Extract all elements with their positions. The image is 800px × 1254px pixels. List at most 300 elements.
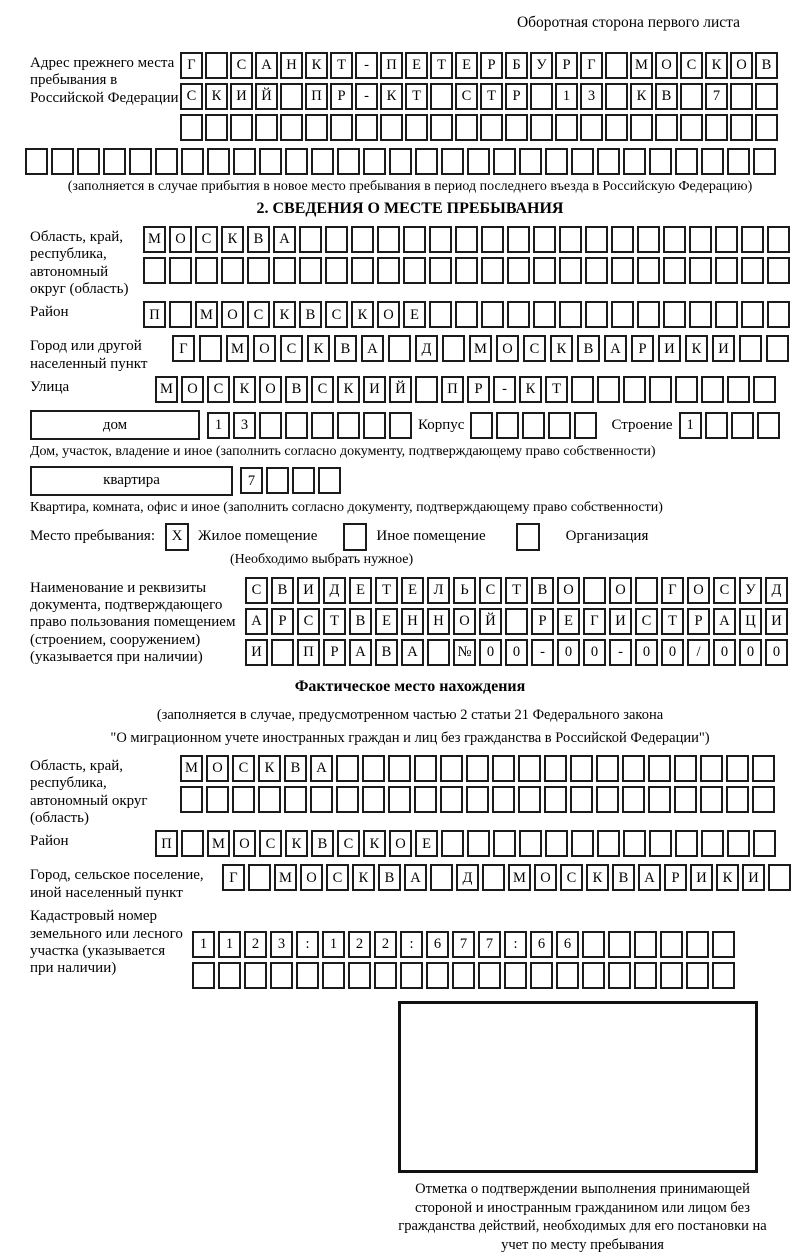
char-cell[interactable]: 0 [739, 639, 762, 666]
char-cell[interactable] [481, 226, 504, 253]
char-cell[interactable]: Ь [453, 577, 476, 604]
char-cell[interactable]: 1 [192, 931, 215, 958]
char-cell[interactable] [492, 786, 515, 813]
char-cell[interactable]: Р [323, 639, 346, 666]
char-cell[interactable]: : [504, 931, 527, 958]
char-cell[interactable]: С [635, 608, 658, 635]
char-cell[interactable]: И [609, 608, 632, 635]
char-cell[interactable] [181, 148, 204, 175]
char-cell[interactable] [571, 148, 594, 175]
char-cell[interactable] [530, 114, 553, 141]
char-cell[interactable] [555, 114, 578, 141]
char-cell[interactable] [597, 376, 620, 403]
char-cell[interactable]: С [523, 335, 546, 362]
char-cell[interactable] [753, 148, 776, 175]
char-cell[interactable] [544, 755, 567, 782]
char-cell[interactable]: В [577, 335, 600, 362]
char-cell[interactable]: - [609, 639, 632, 666]
char-cell[interactable]: Е [349, 577, 372, 604]
char-cell[interactable]: К [630, 83, 653, 110]
char-cell[interactable] [701, 376, 724, 403]
char-cell[interactable] [726, 755, 749, 782]
char-cell[interactable] [715, 257, 738, 284]
char-cell[interactable]: 3 [233, 412, 256, 439]
char-cell[interactable]: В [755, 52, 778, 79]
char-cell[interactable] [608, 931, 631, 958]
char-cell[interactable]: С [479, 577, 502, 604]
char-cell[interactable] [660, 931, 683, 958]
char-cell[interactable] [686, 931, 709, 958]
char-cell[interactable]: К [550, 335, 573, 362]
char-cell[interactable] [519, 830, 542, 857]
char-cell[interactable]: К [337, 376, 360, 403]
char-cell[interactable]: И [297, 577, 320, 604]
char-cell[interactable]: К [380, 83, 403, 110]
char-cell[interactable]: 2 [348, 931, 371, 958]
char-cell[interactable]: К [352, 864, 375, 891]
char-cell[interactable] [336, 755, 359, 782]
char-cell[interactable] [296, 962, 319, 989]
char-cell[interactable] [726, 786, 749, 813]
char-cell[interactable]: В [299, 301, 322, 328]
char-cell[interactable] [622, 755, 645, 782]
char-cell[interactable]: К [307, 335, 330, 362]
char-cell[interactable]: - [493, 376, 516, 403]
char-cell[interactable]: Е [557, 608, 580, 635]
char-cell[interactable] [663, 301, 686, 328]
char-cell[interactable]: Н [401, 608, 424, 635]
char-cell[interactable]: О [687, 577, 710, 604]
char-cell[interactable]: С [280, 335, 303, 362]
char-cell[interactable]: Т [480, 83, 503, 110]
char-cell[interactable]: 6 [426, 931, 449, 958]
char-cell[interactable] [455, 226, 478, 253]
char-cell[interactable]: Р [664, 864, 687, 891]
char-cell[interactable]: А [401, 639, 424, 666]
char-cell[interactable] [700, 755, 723, 782]
char-cell[interactable]: К [285, 830, 308, 857]
char-cell[interactable]: П [441, 376, 464, 403]
char-cell[interactable] [635, 577, 658, 604]
char-cell[interactable]: М [180, 755, 203, 782]
char-cell[interactable] [545, 830, 568, 857]
char-cell[interactable]: 2 [244, 931, 267, 958]
char-cell[interactable] [731, 412, 754, 439]
char-cell[interactable]: В [284, 755, 307, 782]
char-cell[interactable]: М [143, 226, 166, 253]
char-cell[interactable] [741, 226, 764, 253]
char-cell[interactable] [559, 301, 582, 328]
char-cell[interactable] [192, 962, 215, 989]
char-cell[interactable]: 1 [679, 412, 702, 439]
char-cell[interactable]: В [531, 577, 554, 604]
char-cell[interactable]: Г [583, 608, 606, 635]
char-cell[interactable] [280, 114, 303, 141]
char-cell[interactable] [727, 830, 750, 857]
char-cell[interactable]: Т [661, 608, 684, 635]
char-cell[interactable]: 1 [322, 931, 345, 958]
char-cell[interactable]: А [361, 335, 384, 362]
char-cell[interactable]: 7 [705, 83, 728, 110]
char-cell[interactable] [767, 257, 790, 284]
char-cell[interactable]: / [687, 639, 710, 666]
char-cell[interactable]: 0 [713, 639, 736, 666]
char-cell[interactable] [273, 257, 296, 284]
char-cell[interactable] [507, 257, 530, 284]
char-cell[interactable]: В [378, 864, 401, 891]
char-cell[interactable] [493, 148, 516, 175]
char-cell[interactable] [362, 786, 385, 813]
char-cell[interactable] [336, 786, 359, 813]
char-cell[interactable] [611, 257, 634, 284]
char-cell[interactable] [480, 114, 503, 141]
char-cell[interactable] [623, 148, 646, 175]
char-cell[interactable] [675, 148, 698, 175]
char-cell[interactable]: С [337, 830, 360, 857]
char-cell[interactable]: О [300, 864, 323, 891]
char-cell[interactable]: Е [405, 52, 428, 79]
char-cell[interactable]: № [453, 639, 476, 666]
char-cell[interactable] [388, 335, 411, 362]
char-cell[interactable] [753, 376, 776, 403]
char-cell[interactable] [299, 257, 322, 284]
char-cell[interactable]: С [232, 755, 255, 782]
char-cell[interactable] [129, 148, 152, 175]
char-cell[interactable] [597, 148, 620, 175]
char-cell[interactable]: Й [479, 608, 502, 635]
char-cell[interactable] [388, 755, 411, 782]
char-cell[interactable] [580, 114, 603, 141]
char-cell[interactable] [455, 301, 478, 328]
char-cell[interactable] [195, 257, 218, 284]
char-cell[interactable]: О [206, 755, 229, 782]
char-cell[interactable] [248, 864, 271, 891]
char-cell[interactable]: Т [505, 577, 528, 604]
char-cell[interactable]: К [233, 376, 256, 403]
char-cell[interactable]: К [258, 755, 281, 782]
char-cell[interactable]: В [285, 376, 308, 403]
char-cell[interactable]: П [143, 301, 166, 328]
char-cell[interactable] [596, 786, 619, 813]
char-cell[interactable] [255, 114, 278, 141]
char-cell[interactable] [258, 786, 281, 813]
char-cell[interactable] [199, 335, 222, 362]
char-cell[interactable]: С [180, 83, 203, 110]
char-cell[interactable] [427, 639, 450, 666]
char-cell[interactable] [481, 301, 504, 328]
char-cell[interactable] [648, 755, 671, 782]
char-cell[interactable] [701, 830, 724, 857]
char-cell[interactable] [374, 962, 397, 989]
char-cell[interactable]: И [658, 335, 681, 362]
char-cell[interactable] [623, 830, 646, 857]
char-cell[interactable]: В [311, 830, 334, 857]
char-cell[interactable]: Е [401, 577, 424, 604]
char-cell[interactable] [741, 301, 764, 328]
char-cell[interactable] [330, 114, 353, 141]
char-cell[interactable] [205, 52, 228, 79]
char-cell[interactable]: С [195, 226, 218, 253]
char-cell[interactable] [389, 412, 412, 439]
char-cell[interactable] [757, 412, 780, 439]
char-cell[interactable] [504, 962, 527, 989]
char-cell[interactable]: - [355, 52, 378, 79]
char-cell[interactable] [430, 83, 453, 110]
char-cell[interactable] [700, 786, 723, 813]
char-cell[interactable] [730, 83, 753, 110]
char-cell[interactable] [181, 830, 204, 857]
char-cell[interactable]: С [326, 864, 349, 891]
char-cell[interactable]: К [205, 83, 228, 110]
char-cell[interactable] [441, 830, 464, 857]
char-cell[interactable] [322, 962, 345, 989]
char-cell[interactable] [752, 786, 775, 813]
char-cell[interactable] [244, 962, 267, 989]
char-cell[interactable] [362, 755, 385, 782]
char-cell[interactable]: - [531, 639, 554, 666]
char-cell[interactable]: Р [555, 52, 578, 79]
char-cell[interactable] [649, 148, 672, 175]
char-cell[interactable]: 1 [207, 412, 230, 439]
char-cell[interactable] [727, 148, 750, 175]
char-cell[interactable] [403, 257, 426, 284]
char-cell[interactable] [648, 786, 671, 813]
char-cell[interactable]: Б [505, 52, 528, 79]
char-cell[interactable]: Т [430, 52, 453, 79]
char-cell[interactable] [712, 962, 735, 989]
char-cell[interactable]: С [207, 376, 230, 403]
char-cell[interactable] [637, 301, 660, 328]
char-cell[interactable]: А [404, 864, 427, 891]
char-cell[interactable] [377, 257, 400, 284]
char-cell[interactable] [285, 412, 308, 439]
char-cell[interactable] [655, 114, 678, 141]
char-cell[interactable] [259, 412, 282, 439]
char-cell[interactable] [414, 755, 437, 782]
char-cell[interactable]: О [253, 335, 276, 362]
char-cell[interactable]: О [534, 864, 557, 891]
char-cell[interactable] [739, 335, 762, 362]
char-cell[interactable]: О [389, 830, 412, 857]
char-cell[interactable] [143, 257, 166, 284]
char-cell[interactable]: А [273, 226, 296, 253]
char-cell[interactable] [559, 257, 582, 284]
char-cell[interactable] [755, 83, 778, 110]
char-cell[interactable]: Л [427, 577, 450, 604]
char-cell[interactable] [318, 467, 341, 494]
char-cell[interactable]: А [255, 52, 278, 79]
char-cell[interactable]: О [377, 301, 400, 328]
char-cell[interactable]: Е [415, 830, 438, 857]
char-cell[interactable]: А [604, 335, 627, 362]
char-cell[interactable] [233, 148, 256, 175]
char-cell[interactable] [611, 301, 634, 328]
char-cell[interactable]: С [230, 52, 253, 79]
char-cell[interactable]: Е [455, 52, 478, 79]
char-cell[interactable] [649, 830, 672, 857]
char-cell[interactable] [405, 114, 428, 141]
char-cell[interactable]: С [455, 83, 478, 110]
char-cell[interactable] [388, 786, 411, 813]
char-cell[interactable]: С [259, 830, 282, 857]
char-cell[interactable] [400, 962, 423, 989]
char-cell[interactable]: 7 [240, 467, 263, 494]
char-cell[interactable] [605, 114, 628, 141]
char-cell[interactable] [230, 114, 253, 141]
char-cell[interactable]: С [247, 301, 270, 328]
char-cell[interactable]: О [609, 577, 632, 604]
char-cell[interactable] [582, 962, 605, 989]
char-cell[interactable] [634, 931, 657, 958]
char-cell[interactable]: В [247, 226, 270, 253]
char-cell[interactable] [767, 301, 790, 328]
char-cell[interactable]: О [655, 52, 678, 79]
char-cell[interactable] [414, 786, 437, 813]
char-cell[interactable] [325, 257, 348, 284]
char-cell[interactable] [207, 148, 230, 175]
char-cell[interactable] [530, 83, 553, 110]
char-cell[interactable] [597, 830, 620, 857]
char-cell[interactable] [689, 257, 712, 284]
char-cell[interactable] [730, 114, 753, 141]
char-cell[interactable] [25, 148, 48, 175]
char-cell[interactable] [637, 257, 660, 284]
char-cell[interactable] [585, 226, 608, 253]
char-cell[interactable] [505, 608, 528, 635]
char-cell[interactable] [522, 412, 545, 439]
char-cell[interactable] [103, 148, 126, 175]
char-cell[interactable]: Р [330, 83, 353, 110]
char-cell[interactable] [482, 864, 505, 891]
char-cell[interactable]: - [355, 83, 378, 110]
char-cell[interactable]: Е [403, 301, 426, 328]
char-cell[interactable] [232, 786, 255, 813]
char-cell[interactable]: В [349, 608, 372, 635]
char-cell[interactable]: К [685, 335, 708, 362]
char-cell[interactable]: Т [375, 577, 398, 604]
char-cell[interactable]: Ц [739, 608, 762, 635]
char-cell[interactable] [766, 335, 789, 362]
char-cell[interactable]: Р [631, 335, 654, 362]
char-cell[interactable] [548, 412, 571, 439]
char-cell[interactable]: Т [330, 52, 353, 79]
char-cell[interactable]: М [195, 301, 218, 328]
char-cell[interactable] [452, 962, 475, 989]
char-cell[interactable]: К [273, 301, 296, 328]
char-cell[interactable] [415, 376, 438, 403]
char-cell[interactable]: Р [467, 376, 490, 403]
char-cell[interactable]: М [469, 335, 492, 362]
char-cell[interactable] [715, 226, 738, 253]
char-cell[interactable]: К [586, 864, 609, 891]
char-cell[interactable]: Р [505, 83, 528, 110]
char-cell[interactable]: О [496, 335, 519, 362]
char-cell[interactable] [363, 148, 386, 175]
char-cell[interactable] [51, 148, 74, 175]
char-cell[interactable] [608, 962, 631, 989]
char-cell[interactable] [305, 114, 328, 141]
char-cell[interactable]: Г [172, 335, 195, 362]
char-cell[interactable] [271, 639, 294, 666]
char-cell[interactable]: Н [280, 52, 303, 79]
organization-checkbox[interactable] [516, 523, 540, 551]
char-cell[interactable] [705, 412, 728, 439]
char-cell[interactable]: Р [687, 608, 710, 635]
char-cell[interactable] [701, 148, 724, 175]
char-cell[interactable] [266, 467, 289, 494]
char-cell[interactable]: 6 [530, 931, 553, 958]
char-cell[interactable] [505, 114, 528, 141]
char-cell[interactable]: 3 [270, 931, 293, 958]
char-cell[interactable]: 7 [452, 931, 475, 958]
char-cell[interactable] [351, 257, 374, 284]
char-cell[interactable]: К [519, 376, 542, 403]
char-cell[interactable]: Г [222, 864, 245, 891]
char-cell[interactable]: 0 [479, 639, 502, 666]
char-cell[interactable] [755, 114, 778, 141]
char-cell[interactable]: К [305, 52, 328, 79]
char-cell[interactable]: К [221, 226, 244, 253]
char-cell[interactable]: А [245, 608, 268, 635]
char-cell[interactable] [519, 148, 542, 175]
char-cell[interactable]: 1 [555, 83, 578, 110]
char-cell[interactable] [680, 114, 703, 141]
char-cell[interactable]: В [655, 83, 678, 110]
char-cell[interactable]: Д [456, 864, 479, 891]
char-cell[interactable]: О [233, 830, 256, 857]
char-cell[interactable]: С [560, 864, 583, 891]
char-cell[interactable]: Г [661, 577, 684, 604]
char-cell[interactable] [467, 148, 490, 175]
char-cell[interactable] [663, 226, 686, 253]
char-cell[interactable] [467, 830, 490, 857]
char-cell[interactable]: И [712, 335, 735, 362]
char-cell[interactable] [429, 257, 452, 284]
char-cell[interactable] [351, 226, 374, 253]
char-cell[interactable]: П [155, 830, 178, 857]
char-cell[interactable] [571, 830, 594, 857]
char-cell[interactable]: Н [427, 608, 450, 635]
char-cell[interactable] [649, 376, 672, 403]
char-cell[interactable] [284, 786, 307, 813]
char-cell[interactable]: Т [323, 608, 346, 635]
char-cell[interactable] [689, 301, 712, 328]
char-cell[interactable] [415, 148, 438, 175]
char-cell[interactable]: Г [180, 52, 203, 79]
char-cell[interactable]: Е [375, 608, 398, 635]
char-cell[interactable] [292, 467, 315, 494]
char-cell[interactable] [380, 114, 403, 141]
char-cell[interactable]: 3 [580, 83, 603, 110]
char-cell[interactable] [206, 786, 229, 813]
char-cell[interactable] [299, 226, 322, 253]
char-cell[interactable] [768, 864, 791, 891]
char-cell[interactable]: М [274, 864, 297, 891]
char-cell[interactable] [674, 755, 697, 782]
char-cell[interactable]: И [230, 83, 253, 110]
char-cell[interactable] [663, 257, 686, 284]
char-cell[interactable] [674, 786, 697, 813]
char-cell[interactable] [712, 931, 735, 958]
char-cell[interactable] [429, 301, 452, 328]
char-cell[interactable] [221, 257, 244, 284]
char-cell[interactable] [285, 148, 308, 175]
char-cell[interactable] [753, 830, 776, 857]
char-cell[interactable]: 0 [505, 639, 528, 666]
char-cell[interactable] [680, 83, 703, 110]
char-cell[interactable]: А [310, 755, 333, 782]
char-cell[interactable]: Д [323, 577, 346, 604]
